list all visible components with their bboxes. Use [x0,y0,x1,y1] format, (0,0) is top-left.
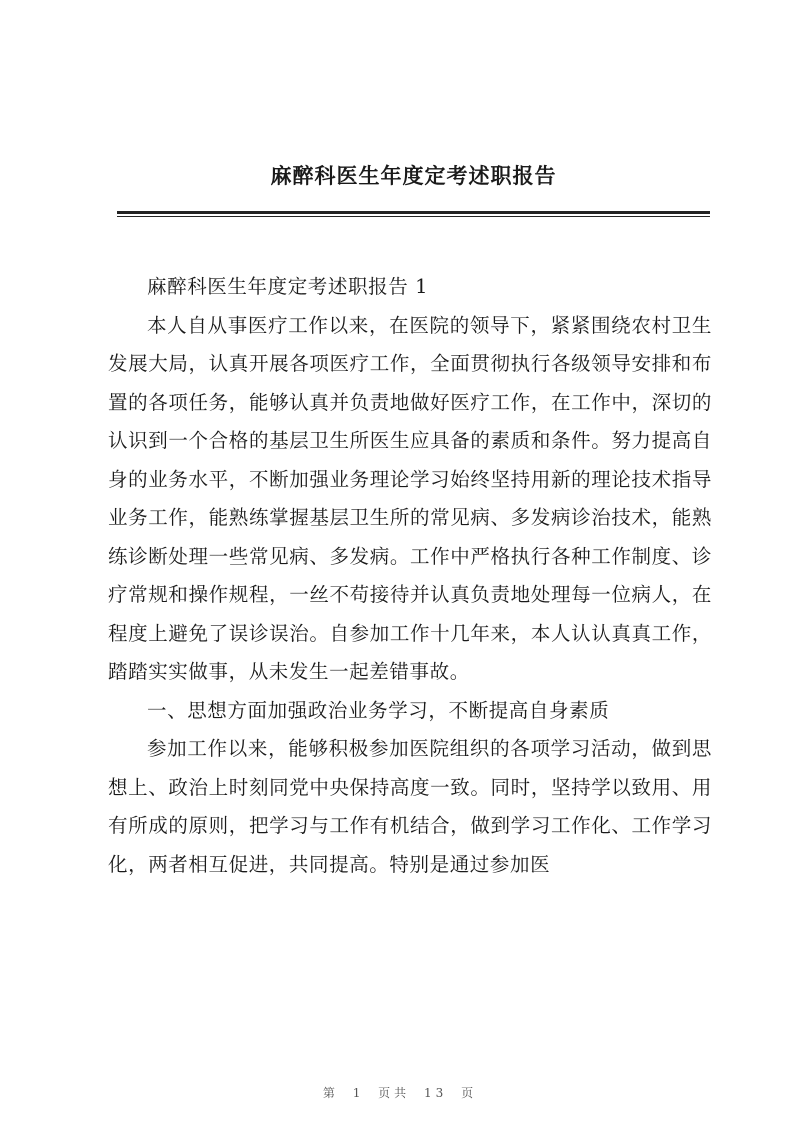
total-page-count: 13 [424,1086,448,1100]
title-divider-thin [117,216,710,217]
page-label-middle: 页共 [378,1086,411,1100]
document-title: 麻醉科医生年度定考述职报告 [270,163,557,188]
body-paragraph: 本人自从事医疗工作以来，在医院的领导下，紧紧围绕农村卫生发展大局，认真开展各项医疗工作，全面贯彻执行各级领导安排和布置的各项任务，能够认真并负责地做好医疗工作，在工作中，深切的认识到一个合格的基层卫生所医生应具备的素质和条件。努力提高自身的业务水平，不断加强业务理论学习始终坚持用新的理论技术指导业务工作，能熟练掌握基层卫生所的常见病、多发病诊治技术，能熟练诊断处理一些常见病、多发病。工作中严格执行各种工作制度、诊疗常规和操作规程，一丝不苟接待并认真负责地处理每一位病人，在程度上避免了误诊误治。自参加工作十几年来，本人认认真真工作，踏踏实实做事，从未发生一起差错事故。 [108,313,712,683]
page-label-suffix: 页 [461,1086,478,1100]
report-heading-paragraph: 麻醉科医生年度定考述职报告 1 [147,275,429,298]
body-paragraph: 参加工作以来，能够积极参加医院组织的各项学习活动，做到思想上、政治上时刻同党中央保持高度一致。同时，坚持学以致用、用有所成的原则，把学习与工作有机结合，做到学习工作化、工作学习化，两者相互促进，共同提高。特别是通过参加医 [108,737,712,876]
page-label-prefix: 第 [322,1086,339,1100]
page-footer [0,1084,800,1101]
current-page-number: 1 [352,1086,365,1100]
document-body [108,268,712,884]
section-heading-paragraph: 一、思想方面加强政治业务学习，不断提高自身素质 [147,698,610,722]
title-divider-thick [117,211,710,214]
